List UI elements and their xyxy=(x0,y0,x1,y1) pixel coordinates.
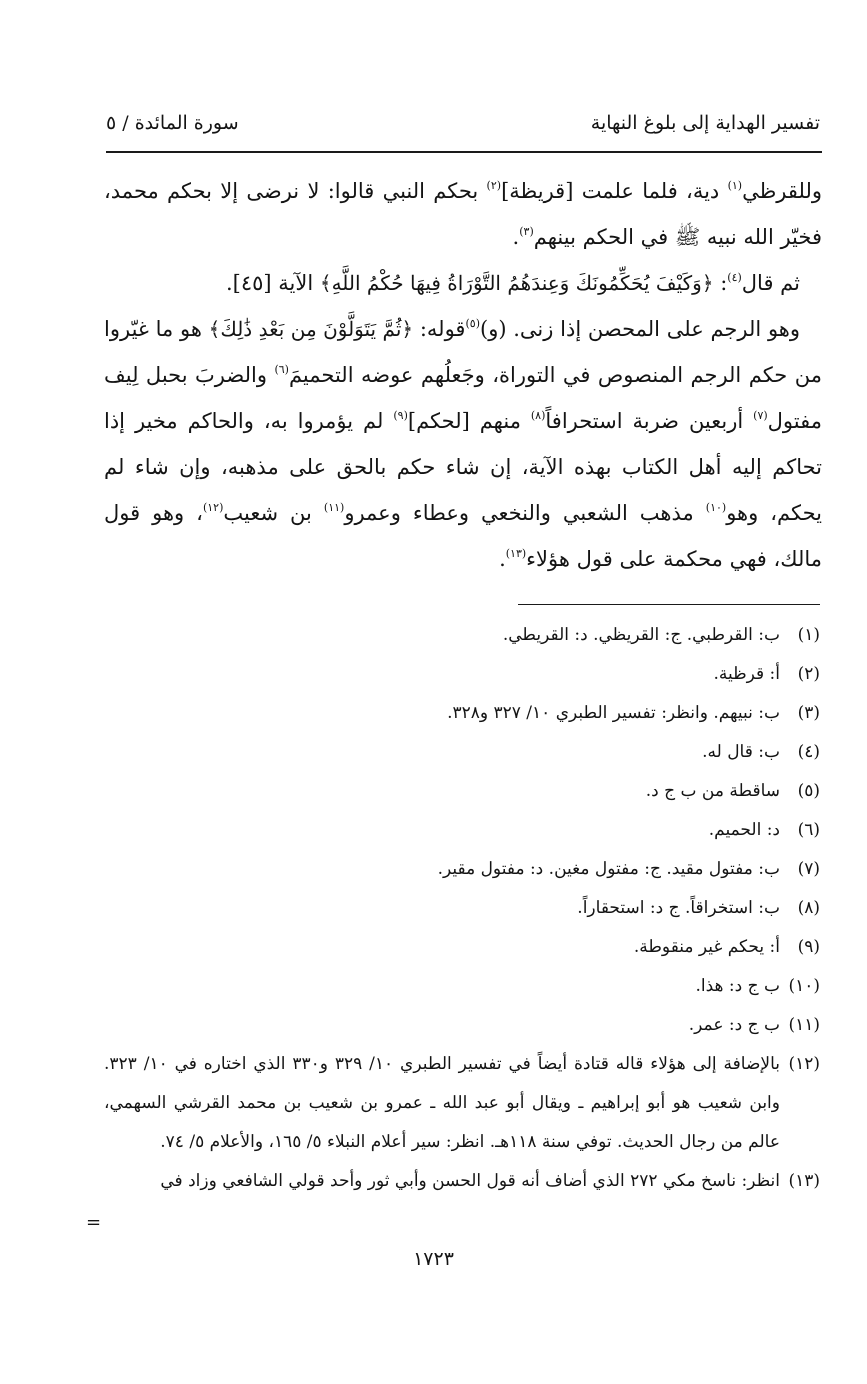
paragraph-1 xyxy=(104,168,822,260)
footnote-number: (١٠) xyxy=(788,976,820,996)
footnote-text: ب: مفتول مقيد. ج: مفتول مغين. د: مفتول مقير. xyxy=(437,859,780,879)
footnote-ref-2: (٢) xyxy=(486,179,502,192)
footnote-ref-11: (١١) xyxy=(323,501,345,514)
surah-label: سورة المائدة / ٥ xyxy=(106,112,239,134)
text-run: وللقرظي xyxy=(742,179,822,203)
footnote-number: (١٢) xyxy=(788,1054,820,1074)
footnote-ref-1: (١) xyxy=(727,179,743,192)
text-run: بحكم النبي قالوا: لا نرضى إلا بحكم محمد، فخيّر الله نبيه ﷺ في الحكم بينهم xyxy=(104,179,822,249)
footnote-text: أ: قرظية. xyxy=(713,664,780,684)
text-run: قوله: xyxy=(413,317,466,341)
text-run: وهو الرجم على المحصن إذا زنى. (و) xyxy=(480,317,801,341)
text-run: الآية [٤٥]. xyxy=(225,271,320,295)
footnote-text: ساقطة من ب ج د. xyxy=(645,781,780,801)
text-run: : xyxy=(713,271,728,295)
footnote-6 xyxy=(104,811,820,850)
footnote-text: انظر: ناسخ مكي ٢٧٢ الذي أضاف أنه قول الحسن وأبي ثور وأحد قولي الشافعي وزاد في xyxy=(160,1171,780,1191)
footnote-number: (١١) xyxy=(788,1015,820,1035)
footnote-ref-5: (٥) xyxy=(465,317,480,330)
paragraph-3 xyxy=(104,306,822,582)
footnote-number: (٢) xyxy=(797,664,820,684)
continuation-mark: = xyxy=(86,1212,102,1233)
text-run: منهم [لحكم] xyxy=(407,409,531,433)
header-divider xyxy=(106,151,822,153)
footnote-text: د: الحميم. xyxy=(708,820,780,840)
footnote-ref-10: (١٠) xyxy=(705,501,727,514)
footnote-1 xyxy=(104,616,820,655)
footnote-ref-7: (٧) xyxy=(753,409,768,422)
text-run: . xyxy=(512,225,520,249)
footnote-3 xyxy=(104,694,820,733)
text-run: والضربَ بحبل لِيف مفتول xyxy=(104,363,822,433)
footnote-text: ب: نبيهم. وانظر: تفسير الطبري ١٠/ ٣٢٧ و٣٢٨. xyxy=(447,703,780,723)
book-title: تفسير الهداية إلى بلوغ النهاية xyxy=(590,112,820,134)
footnote-separator xyxy=(518,604,820,605)
main-text xyxy=(104,168,822,582)
footnote-ref-4: (٤) xyxy=(727,271,742,284)
footnote-number: (٨) xyxy=(797,898,820,918)
footnote-text: بالإضافة إلى هؤلاء قاله قتادة أيضاً في تفسير الطبري ١٠/ ٣٢٩ و٣٣٠ الذي اختاره في ١٠/ ٣٢٣. وابن شعيب هو أبو إبراهيم ـ ويقال أبو عبد الله ـ عمرو بن شعيب بن محمد القرشي السهمي، عالم من رجال الحديث. توفي سنة ١١٨هـ. انظر: سير أعلام النبلاء ٥/ ١٦٥، والأعلام ٥/ ٧٤. xyxy=(104,1054,781,1152)
footnote-ref-8: (٨) xyxy=(530,409,546,422)
footnote-text: ب: استخراقاً. ج د: استحقاراً. xyxy=(577,898,780,918)
footnote-number: (٦) xyxy=(797,820,820,840)
footnote-text: ب ج د: عمر. xyxy=(688,1015,780,1035)
footnote-number: (٣) xyxy=(797,703,820,723)
text-run: هو ما غيّروا من حكم الرجم المنصوص في التوراة، وجَعلُهم عوضه التحميمَ xyxy=(104,317,822,387)
footnote-4 xyxy=(104,733,820,772)
footnote-13 xyxy=(104,1162,820,1201)
footnote-5 xyxy=(104,772,820,811)
footnote-ref-3: (٣) xyxy=(519,225,534,238)
footnote-7 xyxy=(104,850,820,889)
text-run: . xyxy=(499,547,506,571)
text-run: دية، فلما علمت [قريظة] xyxy=(501,179,728,203)
text-run: ثم قال xyxy=(741,271,800,295)
page-number: ١٧٢٣ xyxy=(413,1248,454,1270)
footnote-ref-13: (١٣) xyxy=(505,547,527,560)
footnotes-list xyxy=(104,616,820,1201)
footnote-9 xyxy=(104,928,820,967)
footnote-number: (٧) xyxy=(797,859,820,879)
quran-verse: ﴿وَكَيْفَ يُحَكِّمُونَكَ وَعِندَهُمُ التَّوْرَاةُ فِيهَا حُكْمُ اللَّهِ﴾ xyxy=(319,271,714,295)
footnote-text: ب: قال له. xyxy=(702,742,780,762)
paragraph-2 xyxy=(104,260,822,306)
footnote-number: (١٣) xyxy=(788,1171,820,1191)
text-run: مذهب الشعبي والنخعي وعطاء وعمرو xyxy=(344,501,706,525)
footnote-ref-12: (١٢) xyxy=(202,501,224,514)
footnote-11 xyxy=(104,1006,820,1045)
footnote-number: (٤) xyxy=(797,742,820,762)
footnote-ref-6: (٦) xyxy=(274,363,289,376)
footnote-ref-9: (٩) xyxy=(393,409,408,422)
footnote-number: (١) xyxy=(797,625,820,645)
footnote-text: ب ج د: هذا. xyxy=(695,976,780,996)
running-header xyxy=(106,112,820,146)
footnote-number: (٩) xyxy=(797,937,820,957)
footnote-8 xyxy=(104,889,820,928)
text-run: لم يؤمروا به، والحاكم مخير إذا تحاكم إليه أهل الكتاب بهذه الآية، إن شاء حكم بالحق على مذهبه، وإن شاء لم يحكم، وهو xyxy=(104,409,822,525)
footnote-text: ب: القرطبي. ج: القريظي. د: القريطي. xyxy=(502,625,780,645)
quran-verse: ﴿ثُمَّ يَتَوَلَّوْنَ مِن بَعْدِ ذَٰلِكَ﴾ xyxy=(208,317,414,341)
footnote-12 xyxy=(104,1045,820,1162)
footnote-number: (٥) xyxy=(797,781,820,801)
footnote-text: أ: يحكم غير منقوطة. xyxy=(633,937,780,957)
text-run: أربعين ضربة استحرافاً xyxy=(545,409,754,433)
footnote-2 xyxy=(104,655,820,694)
footnote-10 xyxy=(104,967,820,1006)
text-run: بن شعيب xyxy=(223,501,324,525)
text-run: ، وهو قول مالك، فهي محكمة على قول هؤلاء xyxy=(104,501,822,571)
